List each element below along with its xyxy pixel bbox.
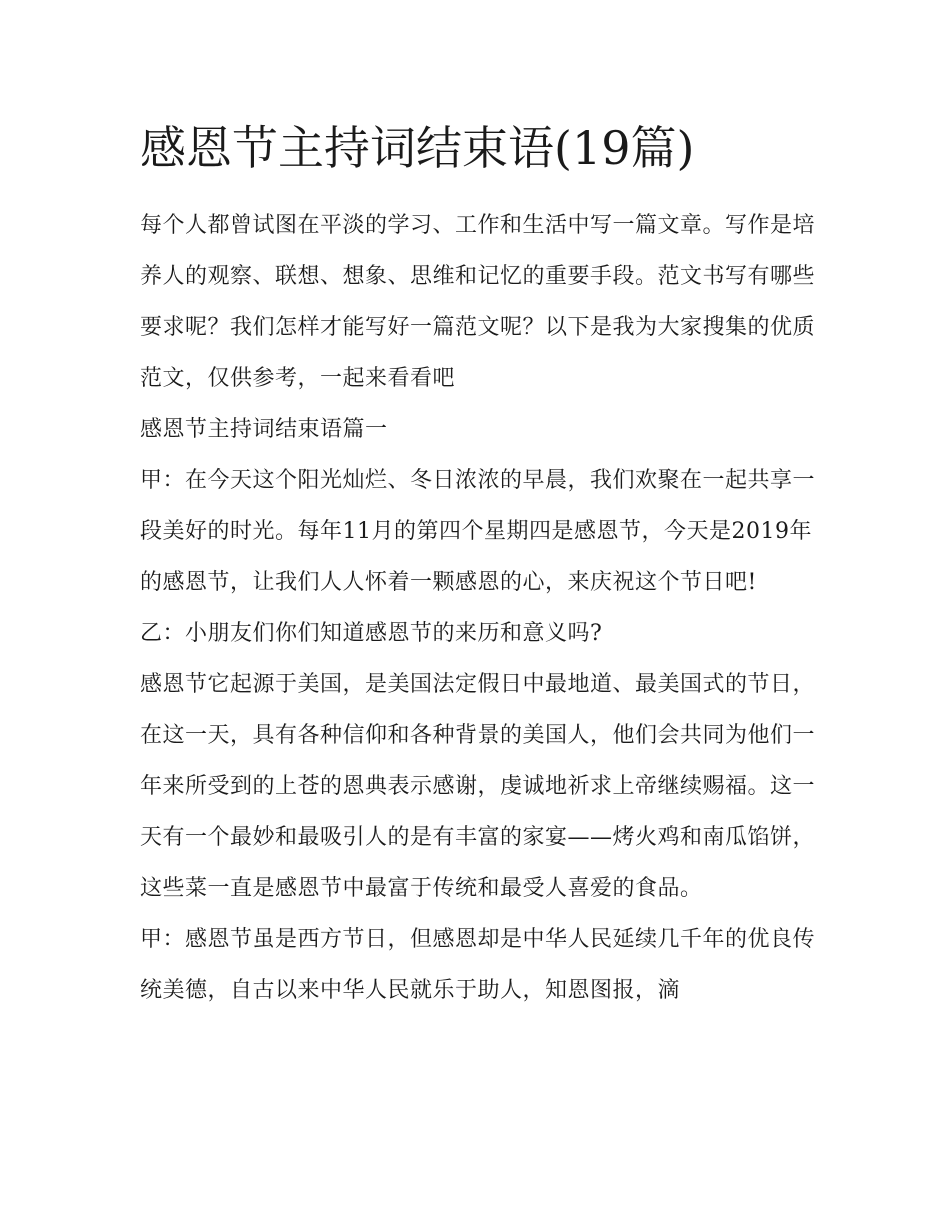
- intro-paragraph: 每个人都曾试图在平淡的学习、工作和生活中写一篇文章。写作是培养人的观察、联想、想象、思维和记忆的重要手段。范文书写有哪些要求呢？我们怎样才能写好一篇范文呢？以下是我为大家搜集的优质范文，仅供参考，一起来看看吧: [140, 213, 816, 391]
- document-title: 感恩节主持词结束语(19篇): [140, 121, 695, 175]
- paragraph-jia-opening: 甲：在今天这个阳光灿烂、冬日浓浓的早晨，我们欢聚在一起共享一段美好的时光。每年11月的第四个星期四是感恩节，今天是2019年的感恩节，让我们人人怀着一颗感恩的心，来庆祝这个节日吧!: [140, 468, 816, 595]
- paragraph-origin: 感恩节它起源于美国，是美国法定假日中最地道、最美国式的节日，在这一天，具有各种信仰和各种背景的美国人，他们会共同为他们一年来所受到的上苍的恩典表示感谢，虔诚地祈求上帝继续赐福。这一天有一个最妙和最吸引人的是有丰富的家宴——烤火鸡和南瓜馅饼，这些菜一直是感恩节中最富于传统和最受人喜爱的食品。: [140, 672, 816, 901]
- paragraph-yi-question: 乙：小朋友们你们知道感恩节的来历和意义吗?: [140, 621, 603, 646]
- paragraph-jia-tradition: 甲：感恩节虽是西方节日，但感恩却是中华人民延续几千年的优良传统美德，自古以来中华人民就乐于助人，知恩图报，滴: [140, 927, 816, 1003]
- section-heading: 感恩节主持词结束语篇一: [140, 417, 388, 442]
- document-page: [140, 118, 820, 1016]
